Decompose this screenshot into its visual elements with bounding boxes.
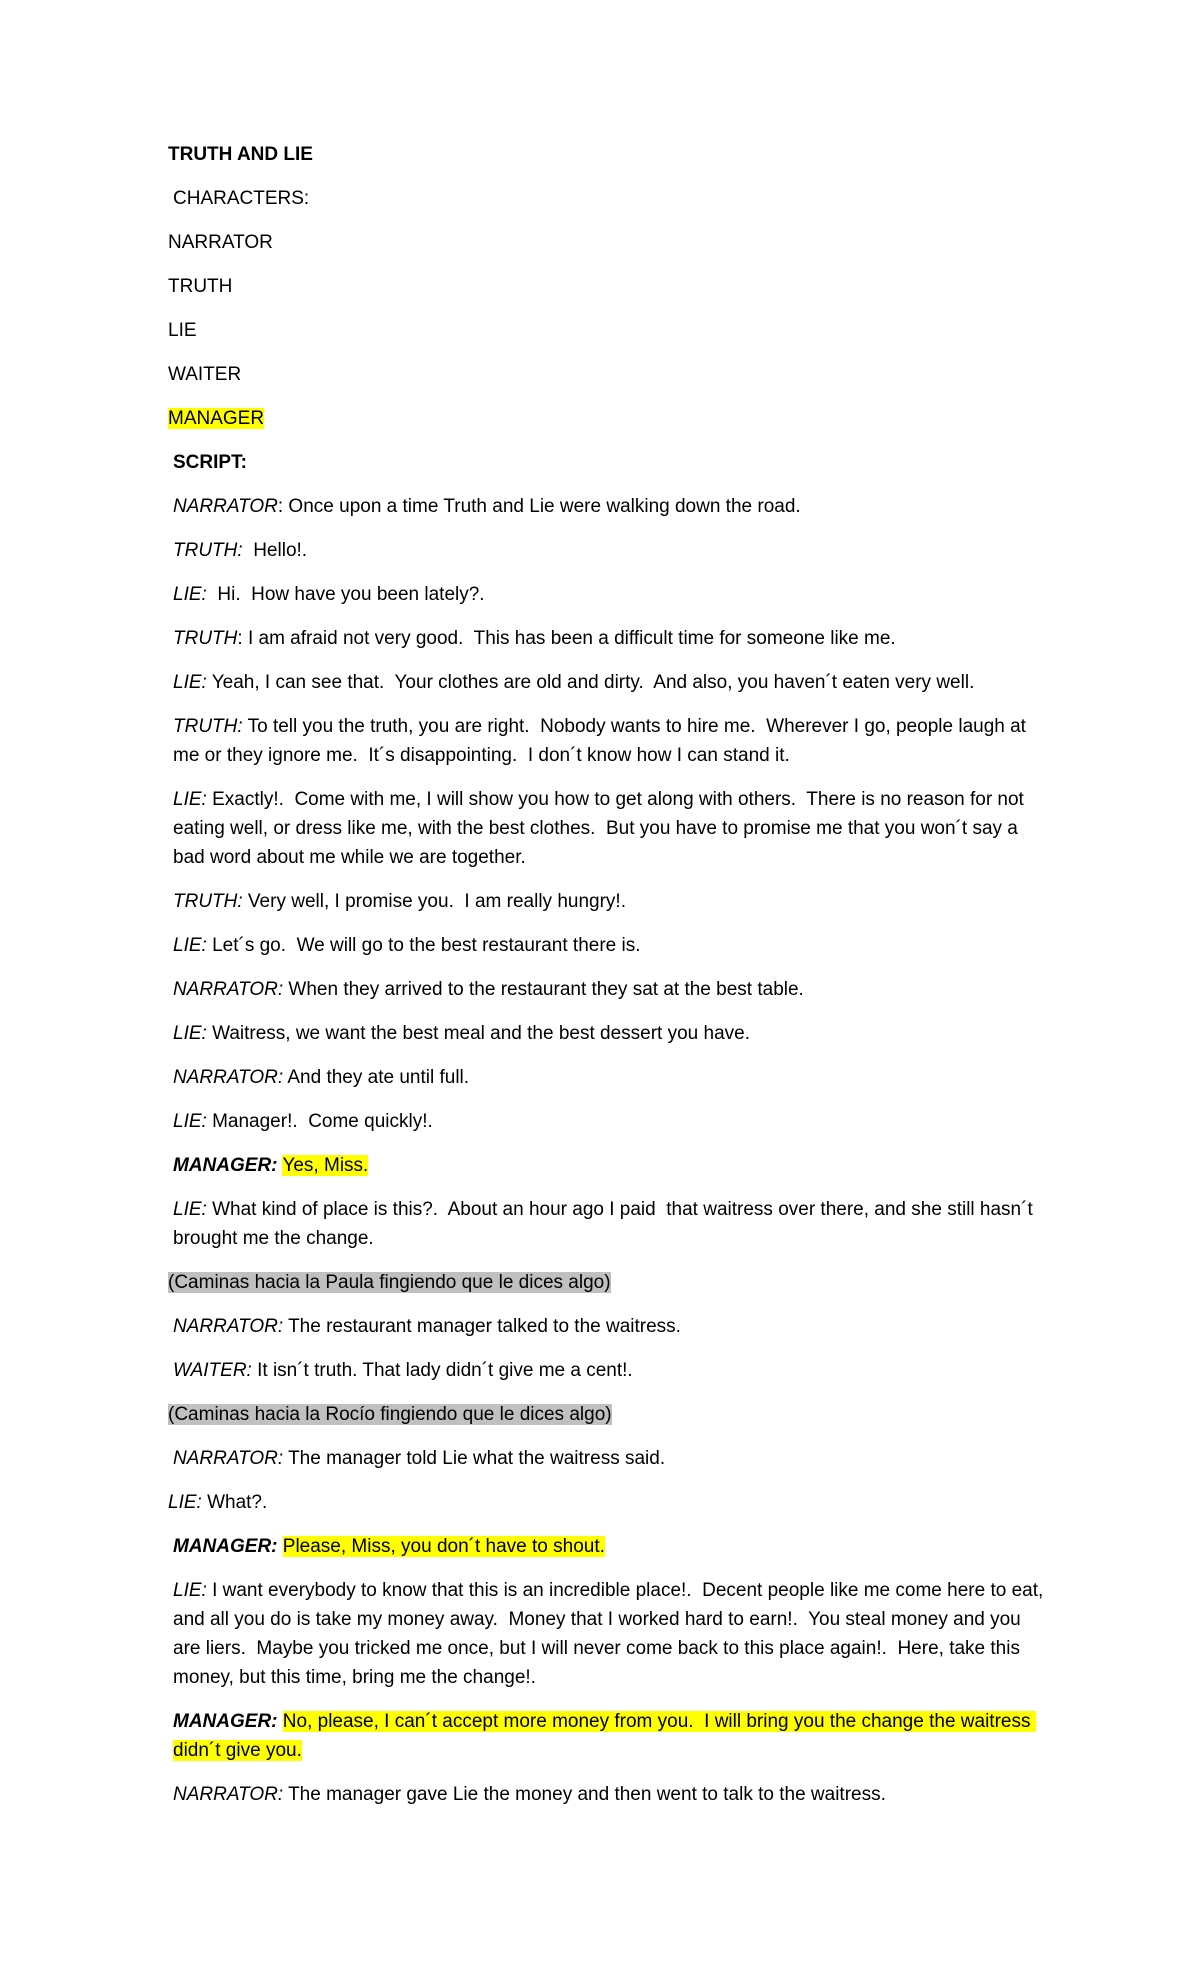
dialogue-text: The manager gave Lie the money and then went to talk to the waitress. [283, 1784, 886, 1805]
speaker-name: NARRATOR: [173, 1067, 284, 1088]
script-line [168, 931, 1048, 960]
script-line-manager [168, 1707, 1048, 1765]
speaker-name: LIE: [173, 1111, 207, 1132]
character-item: WAITER [168, 364, 242, 385]
script-line [168, 536, 1048, 565]
dialogue-text: I want everybody to know that this is an incredible place!. Decent people like me come here to eat, and all you do is take my money away. Money that I worked hard to earn!. You steal money and you are liers. Maybe you tricked me once, but I will never come back to this place again!. Here, take this money, but this time, bring me the change!. [173, 1580, 1049, 1688]
dialogue-text: Yeah, I can see that. Your clothes are old and dirty. And also, you haven´t eaten very well. [206, 672, 975, 693]
speaker-name: TRUTH [173, 628, 238, 649]
script-line [168, 1195, 1048, 1253]
script-line [168, 785, 1048, 872]
speaker-name: TRUTH: [173, 716, 243, 737]
script-line [168, 668, 1048, 697]
script-line [168, 1444, 1048, 1473]
speaker-name: WAITER: [173, 1360, 252, 1381]
dialogue-text: And they ate until full. [283, 1067, 470, 1088]
speaker-name: LIE: [173, 935, 207, 956]
speaker-name: LIE: [173, 584, 207, 605]
script-line [168, 712, 1048, 770]
speaker-name: MANAGER: [173, 1711, 278, 1732]
speaker-name: NARRATOR: [173, 1784, 284, 1805]
manager-dialogue-highlighted: Yes, Miss. [282, 1155, 369, 1176]
speaker-name: MANAGER: [173, 1536, 278, 1557]
stage-direction-highlighted: (Caminas hacia la Rocío fingiendo que le dices algo) [168, 1404, 612, 1425]
speaker-name: LIE: [173, 1199, 207, 1220]
script-line [168, 624, 1048, 653]
script-line [168, 887, 1048, 916]
document-title: TRUTH AND LIE [168, 144, 313, 165]
script-line-manager [168, 1151, 1048, 1180]
script-line [168, 580, 1048, 609]
dialogue-text: Exactly!. Come with me, I will show you how to get along with others. There is no reason for not eating well, or dress like me, with the best clothes. But you have to promise me that you won´t say a bad word about me while we are together. [173, 789, 1030, 868]
dialogue-text: Hello!. [242, 540, 308, 561]
dialogue-text: What kind of place is this?. About an hour ago I paid that waitress over there, and she still hasn´t brought me the change. [173, 1199, 1038, 1249]
dialogue-text: Waitress, we want the best meal and the best dessert you have. [206, 1023, 751, 1044]
speaker-name: MANAGER: [173, 1155, 278, 1176]
dialogue-text: What?. [201, 1492, 268, 1513]
script-line [168, 492, 1048, 521]
stage-direction-highlighted: (Caminas hacia la Paula fingiendo que le dices algo) [168, 1272, 611, 1293]
script-line [168, 975, 1048, 1004]
character-item [168, 404, 1048, 433]
dialogue-text: It isn´t truth. That lady didn´t give me a cent!. [251, 1360, 633, 1381]
character-item: LIE [168, 320, 197, 341]
dialogue-text: When they arrived to the restaurant they sat at the best table. [283, 979, 804, 1000]
speaker-separator: : [237, 628, 243, 649]
script-heading: SCRIPT: [173, 452, 247, 473]
dialogue-text: Very well, I promise you. I am really hungry!. [242, 891, 626, 912]
speaker-name: NARRATOR: [173, 1316, 284, 1337]
character-manager-highlighted: MANAGER [168, 408, 265, 429]
stage-direction [168, 1400, 1048, 1429]
speaker-name: LIE: [173, 1023, 207, 1044]
script-line [168, 1107, 1048, 1136]
character-item: TRUTH [168, 276, 233, 297]
dialogue-text: I am afraid not very good. This has been a difficult time for someone like me. [242, 628, 896, 649]
speaker-name: LIE: [173, 1580, 207, 1601]
manager-dialogue-highlighted: Please, Miss, you don´t have to shout. [282, 1536, 605, 1557]
speaker-separator: : [277, 496, 284, 517]
script-line [168, 1488, 1048, 1517]
speaker-name: NARRATOR: [173, 1448, 284, 1469]
script-line-manager [168, 1532, 1048, 1561]
speaker-name: NARRATOR: [173, 979, 284, 1000]
dialogue-text: Hi. How have you been lately?. [206, 584, 485, 605]
script-line [168, 1356, 1048, 1385]
speaker-name: LIE: [173, 789, 207, 810]
characters-heading: CHARACTERS: [173, 188, 310, 209]
character-item: NARRATOR [168, 232, 273, 253]
dialogue-text: Manager!. Come quickly!. [206, 1111, 433, 1132]
script-line [168, 1312, 1048, 1341]
speaker-name: TRUTH: [173, 540, 243, 561]
manager-dialogue-highlighted: No, please, I can´t accept more money from you. I will bring you the change the waitress didn´t give you. [173, 1711, 1036, 1761]
dialogue-text: Let´s go. We will go to the best restaurant there is. [206, 935, 641, 956]
script-line [168, 1780, 1048, 1809]
speaker-name: LIE: [168, 1492, 202, 1513]
speaker-name: NARRATOR [173, 496, 278, 517]
script-line [168, 1063, 1048, 1092]
dialogue-text: The restaurant manager talked to the waitress. [283, 1316, 681, 1337]
speaker-name: LIE: [173, 672, 207, 693]
dialogue-text: To tell you the truth, you are right. Nobody wants to hire me. Wherever I go, people laugh at me or they ignore me. It´s disappointing. I don´t know how I can stand it. [173, 716, 1032, 766]
dialogue-text: The manager told Lie what the waitress said. [283, 1448, 666, 1469]
script-page [168, 140, 1048, 1824]
speaker-name: TRUTH: [173, 891, 243, 912]
stage-direction [168, 1268, 1048, 1297]
dialogue-text: Once upon a time Truth and Lie were walking down the road. [283, 496, 801, 517]
script-line [168, 1576, 1048, 1692]
script-line [168, 1019, 1048, 1048]
